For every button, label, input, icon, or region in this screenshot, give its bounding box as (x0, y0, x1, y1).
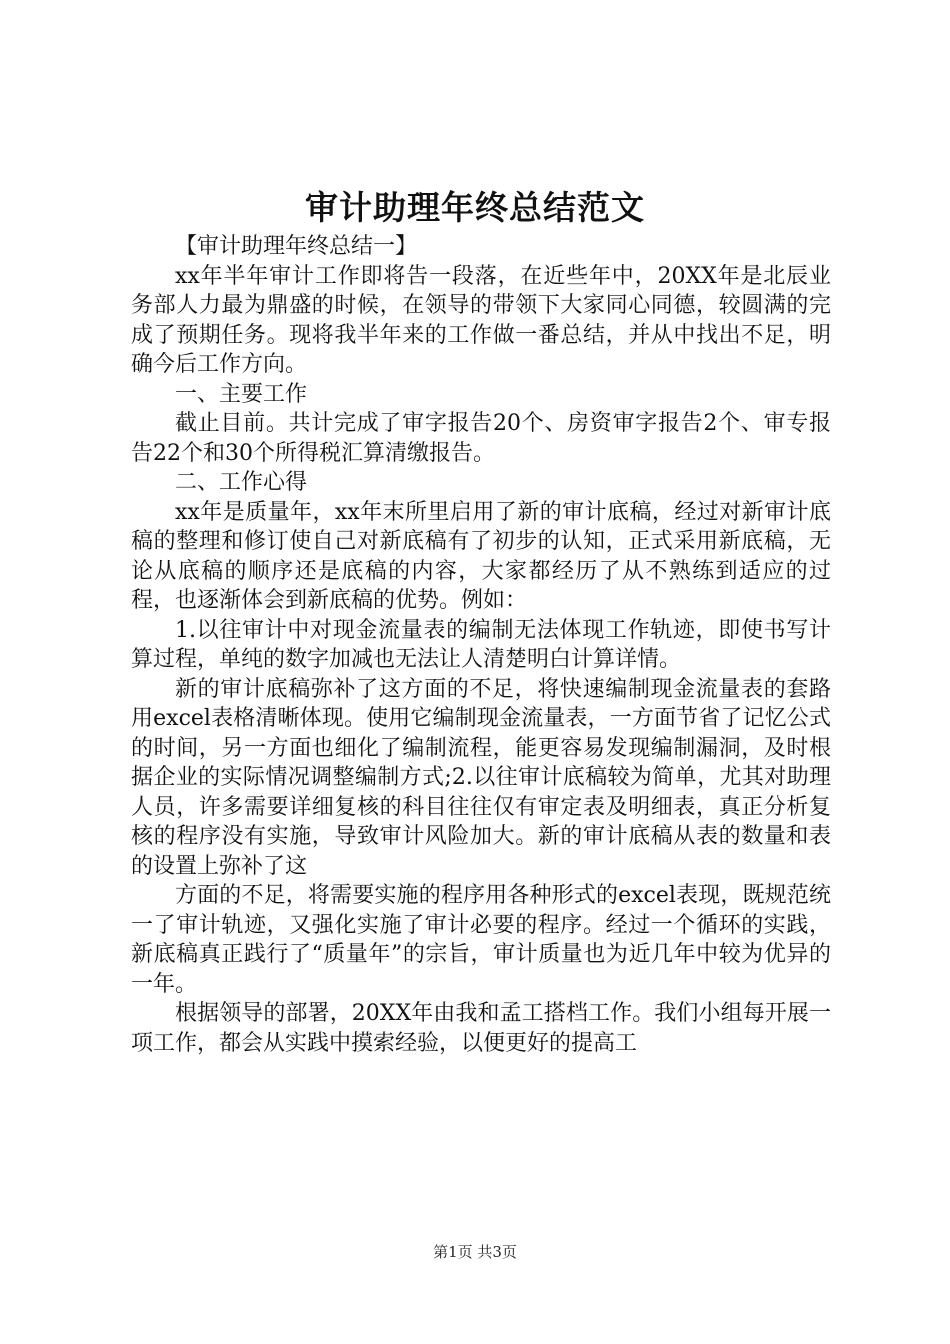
document-body (131, 232, 831, 1058)
page-footer: 第1页 共3页 (433, 1243, 517, 1261)
subsection-heading: 二、工作心得 (175, 470, 308, 495)
paragraph: xx年半年审计工作即将告一段落，在近些年中，20XX年是北辰业务部人力最为鼎盛的时候，在领导的带领下大家同心同德，较圆满的完成了预期任务。现将我半年来的工作做一番总结，并从中找出不足，明确今后工作方向。 (131, 263, 831, 377)
paragraph: 方面的不足，将需要实施的程序用各种形式的excel表现，既规范统一了审计轨迹，又强化实施了审计必要的程序。经过一个循环的实践，新底稿真正践行了“质量年”的宗旨，审计质量也为近几年中较为优异的一年。 (131, 883, 831, 997)
document-title: 审计助理年终总结范文 (305, 188, 645, 227)
paragraph: xx年是质量年，xx年末所里启用了新的审计底稿，经过对新审计底稿的整理和修订使自己对新底稿有了初步的认知，正式采用新底稿，无论从底稿的顺序还是底稿的内容，大家都经历了从不熟练到适应的过程，也逐渐体会到新底稿的优势。例如： (131, 499, 831, 613)
paragraph: 根据领导的部署，20XX年由我和孟工搭档工作。我们小组每开展一项工作，都会从实践中摸索经验，以便更好的提高工 (131, 1001, 831, 1056)
list-item: 1.以往审计中对现金流量表的编制无法体现工作轨迹，即使书写计算过程，单纯的数字加减也无法让人清楚明白计算详情。 (131, 617, 831, 672)
section-heading: 【审计助理年终总结一】 (175, 234, 418, 259)
paragraph: 截止目前。共计完成了审字报告20个、房资审字报告2个、审专报告22个和30个所得税汇算清缴报告。 (131, 411, 831, 466)
paragraph: 新的审计底稿弥补了这方面的不足，将快速编制现金流量表的套路用excel表格清晰体现。使用它编制现金流量表，一方面节省了记忆公式的时间，另一方面也细化了编制流程，能更容易发现编制漏洞，及时根据企业的实际情况调整编制方式;2.以往审计底稿较为简单，尤其对助理人员，许多需要详细复核的科目往往仅有审定表及明细表，真正分析复核的程序没有实施，导致审计风险加大。新的审计底稿从表的数量和表的设置上弥补了这 (131, 676, 831, 879)
subsection-heading: 一、主要工作 (175, 381, 308, 407)
